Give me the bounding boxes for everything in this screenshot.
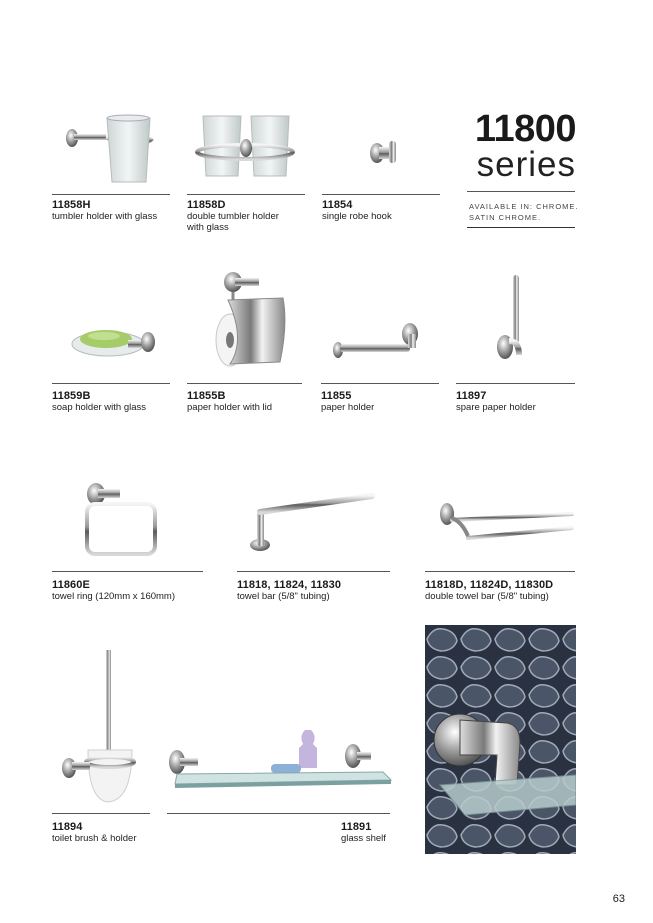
double-tumbler-holder-image [195, 110, 300, 185]
paper-holder-with-lid-image [208, 270, 293, 370]
product-description: single robe hook [322, 211, 392, 222]
divider [52, 571, 203, 572]
product-description: toilet brush & holder [52, 833, 137, 844]
product-description: towel ring (120mm x 160mm) [52, 591, 176, 602]
product-description: glass shelf [341, 833, 386, 844]
availability-line-2: SATIN CHROME. [469, 213, 542, 222]
divider [52, 194, 170, 195]
availability-line-1: AVAILABLE IN: CHROME. [469, 202, 579, 211]
paper-holder-image [330, 320, 420, 360]
product-description: double tumbler holder [187, 211, 279, 222]
tumbler-holder-image [62, 110, 162, 190]
page-number: 63 [612, 893, 625, 905]
product-description: spare paper holder [456, 402, 536, 413]
product-code: 11897 [456, 390, 487, 402]
divider [467, 191, 575, 192]
spare-paper-holder-image [493, 275, 533, 365]
product-code: 11894 [52, 821, 83, 833]
product-description: soap holder with glass [52, 402, 146, 413]
towel-bar-image [248, 490, 378, 555]
product-code: 11818, 11824, 11830 [237, 579, 342, 591]
divider [456, 383, 575, 384]
series-word: series [476, 145, 576, 184]
divider [321, 383, 439, 384]
series-number: 11800 [474, 108, 576, 150]
product-description: towel bar (5/8" tubing) [237, 591, 330, 602]
product-code: 11858D [187, 199, 226, 211]
divider [322, 194, 440, 195]
product-code: 11818D, 11824D, 11830D [425, 579, 554, 591]
divider [167, 813, 390, 814]
product-code: 11858H [52, 199, 91, 211]
double-towel-bar-image [438, 500, 578, 550]
toilet-brush-holder-image [58, 650, 148, 810]
soap-holder-image [68, 322, 158, 367]
divider [467, 227, 575, 228]
product-description: double towel bar (5/8" tubing) [425, 591, 549, 602]
product-code: 11855 [321, 390, 352, 402]
product-description-line-2: with glass [187, 222, 229, 233]
product-code: 11859B [52, 390, 91, 402]
glass-shelf-image [165, 722, 395, 794]
divider [187, 383, 302, 384]
product-code: 11855B [187, 390, 226, 402]
towel-ring-image [82, 482, 162, 562]
product-description: tumbler holder with glass [52, 211, 158, 222]
product-code: 11860E [52, 579, 90, 591]
detail-photo [425, 625, 576, 854]
divider [52, 383, 170, 384]
divider [52, 813, 150, 814]
product-code: 11854 [322, 199, 353, 211]
product-description: paper holder [321, 402, 375, 413]
divider [187, 194, 305, 195]
product-code: 11891 [341, 821, 372, 833]
robe-hook-image [365, 138, 405, 168]
product-description: paper holder with lid [187, 402, 273, 413]
divider [237, 571, 390, 572]
divider [425, 571, 575, 572]
